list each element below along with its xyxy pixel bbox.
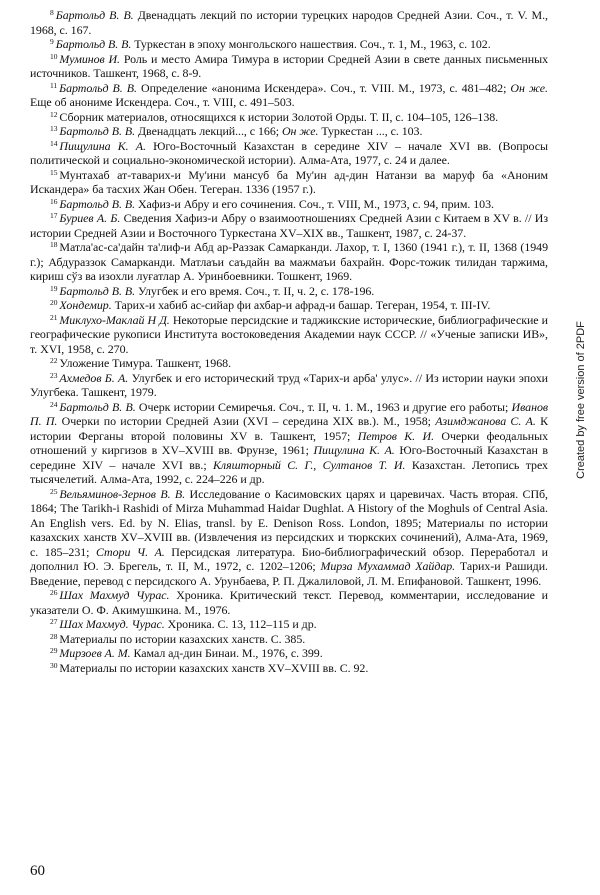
footnote-text: Очерки феодальных отношений у киргизов в XV–XVIII вв. Фрунзе, 1961; [30, 428, 548, 457]
footnote-9 [30, 37, 548, 52]
footnote-number: 26 [50, 588, 58, 597]
footnote-number: 19 [50, 283, 58, 293]
footnote-29 [30, 646, 548, 661]
footnote-text: Очерк истории Семиречья. Соч., т. II, ч. 1. М., 1963 и другие его работы; [135, 399, 512, 414]
book-page [30, 8, 548, 895]
footnote-17 [30, 211, 548, 240]
footnote-text: Хафиз-и Абру и его сочинения. Соч., т. VIII, М., 1973, с. 94, прим. 103. [135, 196, 494, 211]
watermark-text: Created by free version of 2PDF [575, 321, 587, 479]
footnote-24 [30, 400, 548, 487]
footnote-text: Сборник материалов, относящихся к истории Золотой Орды. Т. II, с. 104–105, 126–138. [59, 109, 499, 124]
footnote-text: Уложение Тимура. Ташкент, 1968. [59, 356, 231, 370]
footnote-author: Бартольд В. В. [55, 37, 132, 51]
footnote-author: Мирзоев А. М. [59, 646, 131, 660]
footnote-21 [30, 313, 548, 357]
footnote-text: Некоторые персидские и таджикские исторические, библиографические и географические рукописи Института востоковедения Академии наук СССР. // «Ученые записки ИВ», т. XVI, 1958, с. 270. [30, 312, 548, 356]
footnote-author: Он же. [510, 80, 548, 95]
footnote-number: 28 [50, 631, 58, 641]
footnote-author: Пищулина К. А. [313, 443, 395, 457]
footnote-text: Двенадцать лекций..., с 166; [135, 124, 282, 138]
footnote-author: Мирза Мухаммад Хайдар. [320, 559, 456, 573]
footnote-10 [30, 52, 548, 81]
footnote-text: Казахстан. Летопись трех тысячелетий. Алма-Ата, 1992, с. 224–226 и др. [30, 457, 548, 486]
footnote-author: Петров К. И. [357, 428, 435, 443]
footnote-number: 15 [50, 167, 58, 177]
footnote-number: 30 [50, 660, 58, 670]
footnote-author: Пищулина К. А. [59, 138, 146, 153]
footnote-text: Еще об анониме Искендера. Соч., т. VIII, с. 491–503. [30, 95, 295, 109]
footnote-author: Он же. [281, 124, 319, 138]
footnote-number: 17 [50, 211, 58, 220]
footnote-text: Исследование о Касимовских царях и царевичах. Часть вторая. СПб, 1864; The Tarikh-i Rashidi of Mirza Muhammad Haidar Dughlat. A History of the Moghuls of Central Asia. An English vers. Ed. by N. Elias, transl. by E. Denison Ross. London, 1895; Материалы по истории казахских ханств XV–XVIII вв. (Извлечения из персидских и тюркских сочинений), Алма-Ата, 1969, с. 185–231; [30, 486, 548, 559]
footnote-author: Муминов И. [59, 51, 120, 66]
footnote-text: Хроника. С. 13, 112–115 и др. [164, 617, 317, 631]
footnote-text: Сведения Хафиз-и Абру о взаимоотношениях Средней Азии с Китаем в XV в. // Из истории Средней Азии и Восточного Туркестана XV–XIX вв., Ташкент, 1987, с. 24-37. [30, 211, 549, 240]
footnote-number: 22 [50, 356, 58, 365]
footnote-14 [30, 139, 548, 168]
footnote-text: Туркестан ..., с. 103. [318, 124, 423, 138]
footnote-author: Буриев А. Б. [59, 211, 121, 225]
footnote-author: Бартольд В. В. [59, 283, 136, 298]
footnote-text: Юго-Восточный Казахстан в середине XIV – начале XVI вв.; [30, 443, 548, 472]
footnote-author: Ахмедов Б. А. [59, 370, 129, 385]
footnote-number: 14 [50, 138, 58, 148]
watermark [572, 120, 590, 680]
footnote-text: Туркестан в эпоху монгольского нашествия. Соч., т. 1, М., 1963, с. 102. [131, 37, 491, 51]
footnote-author: Азимджанова С. А. [435, 414, 536, 428]
footnote-text: Улугбек и его исторический труд «Тарих-и арба' улус». // Из истории науки эпохи Улугбека. Ташкент, 1979. [30, 370, 548, 399]
footnote-23 [30, 371, 548, 400]
footnote-8 [30, 8, 548, 37]
footnote-number: 23 [50, 370, 58, 380]
footnote-number: 13 [50, 124, 58, 133]
footnote-author: Шах Махмуд. Чурас. [59, 617, 165, 631]
footnote-text: Роль и место Амира Тимура в истории Средней Азии в свете данных письменных источников. Ташкент, 1968, с. 8-9. [30, 51, 548, 80]
footnote-text: Материалы по истории казахских ханств XV–XVIII вв. С. 92. [59, 660, 369, 675]
footnote-text: Персидская литература. Био-библиографический обзор. Переработал и дополнил Ю. Э. Брегель, т. II, М., 1972, с. 1202–1206; [30, 544, 548, 573]
footnote-number: 9 [50, 37, 54, 46]
footnote-author: Вельяминов-Зернов В. В. [59, 486, 186, 501]
footnote-12 [30, 110, 548, 125]
footnote-number: 27 [50, 617, 58, 626]
footnote-author: Бартольд В. В. [59, 124, 136, 138]
footnote-28 [30, 632, 548, 647]
footnote-author: Бартольд В. В. [59, 80, 137, 95]
footnote-19 [30, 284, 548, 299]
footnote-text: Тарих-и Рашиди. Введение, перевод с персидского А. Урунбаева, Р. П. Джалиловой, Л. М. Епифановой. Ташкент, 1996. [30, 559, 548, 588]
footnote-25 [30, 487, 548, 589]
footnote-text: Улугбек и его время. Соч., т. II, ч. 2, с. 178-196. [135, 283, 375, 298]
footnote-author: Стори Ч. А. [95, 544, 165, 559]
footnote-author: Шах Махмуд Чурас. [59, 588, 170, 602]
footnotes-list [30, 8, 548, 675]
footnote-author: Иванов П. П. [30, 399, 548, 428]
footnote-text: Матла'ас-са'дайн та'лиф-и Абд ар-Раззак Самарканди. Лахор, т. I, 1360 (1941 г.), т. II, 1368 (1949 г.); Абдураззок Самарканди. Матлаъи саъдайн ва мажмаъи бахрайн. Форс-тожик тилидан таржима, кириш сўз ва изохли луғатлар А. Уринбоевники. Тошкент, 1969. [30, 240, 548, 283]
footnote-15 [30, 168, 548, 197]
footnote-author: Бартольд В. В. [59, 196, 136, 211]
footnote-number: 20 [50, 298, 58, 307]
footnote-11 [30, 81, 548, 110]
footnote-22 [30, 356, 548, 371]
footnote-text: Тарих-и хабиб ас-сийар фи ахбар-и афрад-и башар. Тегеран, 1954, т. III-IV. [111, 298, 491, 312]
footnote-30 [30, 661, 548, 676]
footnote-author: Бартольд В. В. [59, 399, 136, 414]
footnote-16 [30, 197, 548, 212]
footnote-number: 24 [50, 399, 58, 409]
footnote-number: 29 [50, 646, 58, 655]
footnote-number: 16 [50, 196, 58, 206]
footnote-text: Мунтахаб ат-таварих-и Му'ини мансуб ба Му'ин ад-дин Натанзи ва маруф ба «Аноним Искандера» ба тасхих Жан Обен. Тегеран. 1336 (1957 г.). [30, 167, 548, 196]
footnote-13 [30, 124, 548, 139]
page-number: 60 [30, 863, 45, 879]
footnote-text: Определение «анонима Искендера». Соч., т. VIII. М., 1973, с. 481–482; [136, 80, 511, 95]
footnote-author: Бартольд В. В. [55, 8, 134, 22]
footnote-number: 12 [50, 109, 58, 119]
footnote-number: 10 [50, 51, 58, 61]
footnote-author: Кляшторный С. Г., Султанов Т. И. [213, 457, 406, 472]
footnote-author: Хондемир. [59, 298, 112, 312]
footnote-18 [30, 240, 548, 284]
footnote-27 [30, 617, 548, 632]
footnote-20 [30, 298, 548, 313]
footnote-number: 18 [50, 240, 58, 249]
footnote-author: Миклухо-Маклай Н Д. [59, 312, 170, 327]
footnote-text: Камал ад-дин Бинаи. М., 1976, с. 399. [130, 646, 323, 660]
footnote-26 [30, 588, 548, 617]
footnote-number: 11 [50, 80, 58, 90]
footnote-number: 25 [50, 486, 58, 496]
footnote-number: 8 [50, 8, 54, 17]
footnote-text: Юго-Восточный Казахстан в середине XIV – начале XVI вв. (Вопросы политической и социально-экономической истории). Алма-Ата, 1977, с. 24 и далее. [30, 138, 548, 167]
footnote-text: Хроника. Критический текст. Перевод, комментарии, исследование и указатели О. Ф. Акимушкина. М., 1976. [30, 588, 548, 617]
footnote-text: Двенадцать лекций по истории турецких народов Средней Азии. Соч., т. V. М., 1968, с. 167. [30, 8, 548, 37]
footnote-text: Очерки по истории Средней Азии (XVI – середина XIX вв.). М., 1958; [57, 414, 436, 428]
footnote-number: 21 [50, 312, 58, 322]
footnote-text: К истории Ферганы второй половины XV в. Ташкент, 1957; [30, 414, 548, 443]
footnote-text: Материалы по истории казахских ханств. С. 385. [59, 631, 306, 646]
